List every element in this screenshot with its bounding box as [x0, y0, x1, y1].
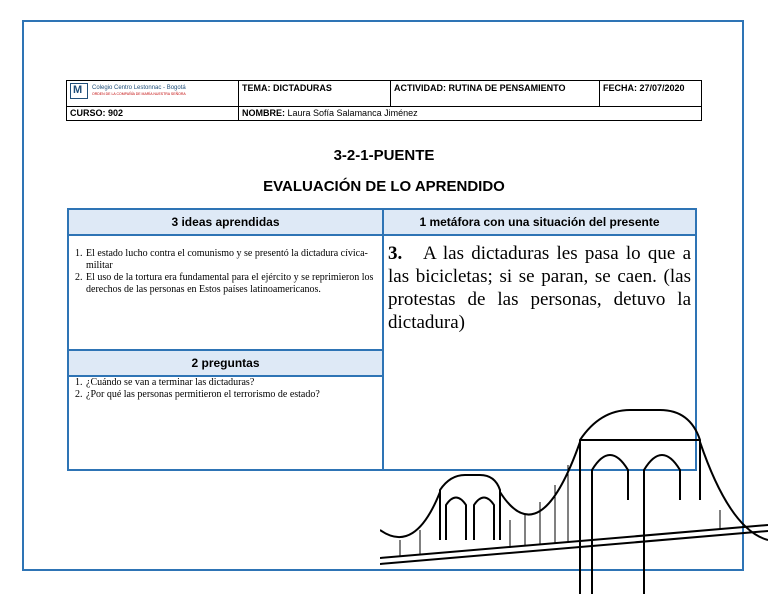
metafora-number: 3.: [388, 243, 403, 264]
ideas-box: [67, 236, 384, 351]
ideas-heading: 3 ideas aprendidas: [67, 208, 384, 236]
tema-cell: TEMA: DICTADURAS: [239, 81, 391, 107]
bridge-illustration: [380, 380, 768, 594]
actividad-cell: ACTIVIDAD: RUTINA DE PENSAMIENTO: [391, 81, 600, 107]
nombre-cell: [239, 107, 702, 121]
page-subtitle: EVALUACIÓN DE LO APRENDIDO: [263, 178, 505, 195]
preguntas-box: [67, 375, 384, 471]
fecha-cell: FECHA: 27/07/2020: [600, 81, 702, 107]
header-table: [66, 80, 702, 121]
school-logo-icon: [70, 83, 88, 99]
preguntas-heading: 2 preguntas: [67, 349, 384, 377]
metafora-text: A las dictaduras les pasa lo que a las bicicletas; si se paran, se caen. (las protestas de las personas, detuvo la dictadura): [388, 243, 692, 333]
school-cell: [67, 81, 239, 107]
nombre-value: Laura Sofía Salamanca Jiménez: [287, 108, 418, 118]
list-item: 2. ¿Por qué las personas permitieron el terrorismo de estado?: [85, 389, 380, 401]
page-title: 3-2-1-PUENTE: [333, 147, 435, 164]
nombre-label: NOMBRE:: [242, 108, 285, 118]
metafora-heading: 1 metáfora con una situación del presente: [382, 208, 697, 236]
school-name: Colegio Centro Lestonnac - Bogotá: [92, 85, 186, 91]
list-item: 1. El estado lucho contra el comunismo y se presentó la dictadura cívica-militar: [85, 248, 380, 272]
school-subtitle: ORDEN DE LA COMPAÑÍA DE MARÍA NUESTRA SEÑORA: [92, 92, 186, 96]
list-item: 2. El uso de la tortura era fundamental para el ejército y se reprimieron los derechos de las personas en Estos países latinoamericanos.: [85, 272, 380, 296]
ideas-list: [71, 248, 380, 296]
list-item: 1. ¿Cuándo se van a terminar las dictaduras?: [85, 377, 380, 389]
curso-cell: CURSO: 902: [67, 107, 239, 121]
preguntas-list: [71, 377, 380, 401]
